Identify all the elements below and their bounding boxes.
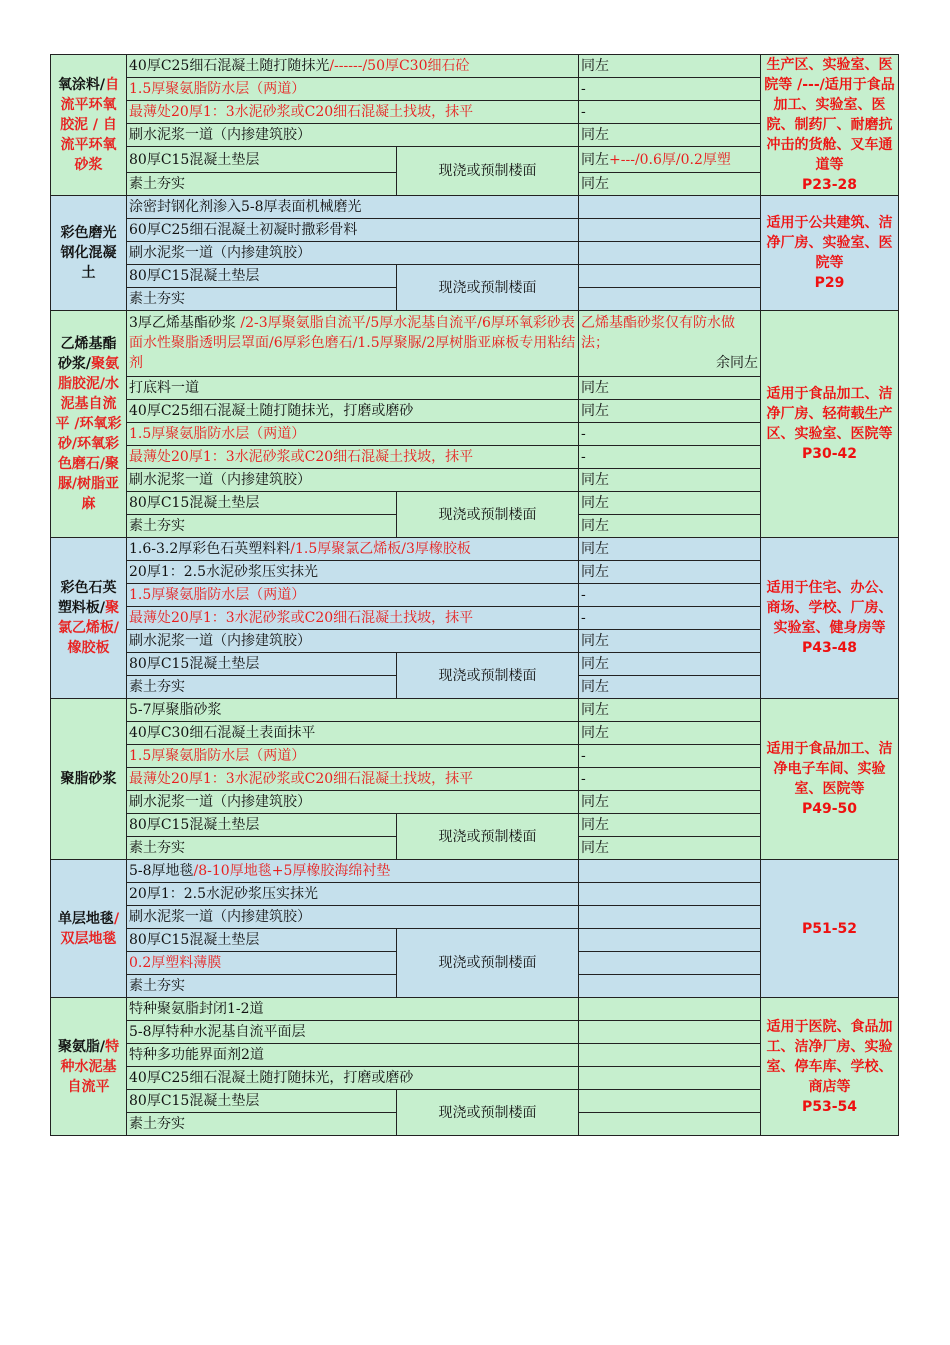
layer-description [127,998,579,1021]
application-scope [761,699,899,860]
text-segment: 特种聚氨脂封闭1-2道 [129,1001,264,1017]
page-reference: P49-50 [801,801,858,817]
text-segment: 40厚C25细石混凝土随打随抹光 [129,58,330,74]
layer-description [127,469,579,492]
application-scope [761,998,899,1136]
text-segment: 刷水泥浆一道（内掺建筑胶） [129,472,311,488]
text-segment: - [581,81,586,97]
alternate-spec [579,400,761,423]
text-segment: 20厚1：2.5水泥砂浆压实抹光 [129,564,318,580]
text-segment: 素土夯实 [129,518,185,534]
text-segment: 聚氨脂/ [57,1038,106,1055]
text-segment: 特种多功能界面剂2道 [129,1047,264,1063]
layer-description [127,423,579,446]
text-segment: 同左 [581,656,610,672]
alternate-spec [579,791,761,814]
text-segment: 5-8厚特种水泥基自流平面层 [129,1024,306,1040]
text-segment: 同左 [581,794,610,810]
alternate-spec [579,975,761,998]
alternate-spec [579,78,761,101]
structure-cell: 现浇或预制楼面 [397,1090,579,1136]
text-segment: 刷水泥浆一道（内掺建筑胶） [129,127,311,143]
text-segment: 同左 [581,495,610,511]
table-row [51,196,899,219]
layer-description [127,929,397,952]
text-segment: /------/50厚C30细石砼 [329,58,470,74]
layer-description [127,311,579,377]
text-segment: 最薄处20厚1：3水泥砂浆或C20细石混凝土找坡，抹平 [129,610,474,626]
text-segment: 5-8厚地毯 [129,863,194,879]
text-segment: - [581,426,586,442]
application-scope [761,538,899,699]
alternate-spec [579,446,761,469]
alternate-spec [579,676,761,699]
text-segment: 聚氯乙烯板/橡胶板 [57,600,120,656]
alternate-spec [579,607,761,630]
page-reference: P23-28 [801,177,858,193]
scope-text: P51-52 [801,920,858,937]
layer-description [127,906,579,929]
text-segment: 彩色磨光钢化混凝土 [60,225,117,281]
text-segment: 同左 [581,725,610,741]
text-segment: /1.5厚聚氯乙烯板/3厚橡胶板 [290,541,471,557]
alternate-spec [579,377,761,400]
application-scope [761,196,899,311]
text-segment: 素土夯实 [129,978,185,994]
text-segment: 20厚1：2.5水泥砂浆压实抹光 [129,886,318,902]
alternate-spec [579,699,761,722]
text-segment: 同左 [581,679,610,695]
text-segment: 刷水泥浆一道（内掺建筑胶） [129,909,311,925]
alternate-spec [579,929,761,952]
layer-description [127,101,579,124]
alternate-spec [579,469,761,492]
scope-text: 适用于食品加工、洁净厂房、轻荷载生产区、实验室、医院等 P30-42 [766,386,893,462]
table-row [51,998,899,1021]
text-segment: 涂密封钢化剂渗入5-8厚表面机械磨光 [129,199,362,215]
note-text: 乙烯基酯砂浆仅有防水做法； [581,315,736,351]
layer-description [127,791,579,814]
table-row [51,311,899,377]
layer-description [127,561,579,584]
alternate-spec [579,584,761,607]
text-segment: 80厚C15混凝土垫层 [129,1093,260,1109]
structure-cell: 现浇或预制楼面 [397,147,579,196]
text-segment: 40厚C25细石混凝土随打随抹光，打磨或磨砂 [129,403,414,419]
layer-description [127,699,579,722]
text-segment: 1.6-3.2厚彩色石英塑料料 [129,541,291,557]
text-segment: - [581,104,586,120]
text-segment: 80厚C15混凝土垫层 [129,151,260,168]
text-segment: 氧涂料/ [57,77,106,93]
page-reference: P53-54 [801,1098,858,1115]
layer-description [127,883,579,906]
layer-description [127,173,397,196]
text-segment: 同左 [581,151,610,168]
text-segment: 同左 [581,702,610,718]
layer-description [127,745,579,768]
application-scope [761,55,899,196]
structure-cell: 现浇或预制楼面 [397,265,579,311]
text-segment: 最薄处20厚1：3水泥砂浆或C20细石混凝土找坡，抹平 [129,771,474,787]
text-segment: 同左 [581,840,610,856]
layer-description [127,196,579,219]
text-segment: - [581,449,586,465]
alternate-spec [579,1113,761,1136]
layer-description [127,400,579,423]
text-segment: 素土夯实 [129,679,185,695]
scope-text: 适用于医院、食品加工、洁净厂房、实验室、停车库、学校、商店等 [766,1018,893,1095]
alternate-spec [579,745,761,768]
text-segment: 5-7厚聚脂砂浆 [129,702,222,718]
table-row [51,860,899,883]
finish-type-name [51,55,127,196]
layer-description [127,515,397,538]
alternate-spec [579,124,761,147]
text-segment: 60厚C25细石混凝土初凝时撒彩骨料 [129,222,358,238]
alternate-spec [579,837,761,860]
layer-description [127,814,397,837]
layer-description [127,975,397,998]
structure-cell: 现浇或预制楼面 [397,492,579,538]
layer-description [127,1090,397,1113]
alternate-spec [579,423,761,446]
text-segment: 40厚C30细石混凝土表面抹平 [129,725,316,741]
scope-text: 适用于食品加工、洁净电子车间、实验室、医院等 [766,741,893,797]
text-segment: 自流平环氧胶泥 / 自流平环氧砂浆 [60,77,120,173]
text-segment: 1.5厚聚氨脂防水层（两道） [129,426,306,442]
text-segment: 同左 [581,518,610,534]
alternate-spec [579,147,761,173]
text-segment: 彩色石英塑料板/ [57,580,117,616]
layer-description [127,722,579,745]
layer-description [127,676,397,699]
text-segment: 同左 [581,380,610,396]
finish-type-name [51,699,127,860]
alternate-spec [579,998,761,1021]
alternate-spec [579,1021,761,1044]
layer-description [127,446,579,469]
table-row [51,55,899,78]
text-segment: 1.5厚聚氨脂防水层（两道） [129,587,306,603]
application-scope [761,860,899,998]
layer-description [127,242,579,265]
text-segment: 3厚乙烯基酯砂浆 [129,315,241,331]
finish-type-name [51,538,127,699]
text-segment: 最薄处20厚1：3水泥砂浆或C20细石混凝土找坡，抹平 [129,449,474,465]
text-segment: 1.5厚聚氨脂防水层（两道） [129,81,306,97]
text-segment: 打底料一道 [129,380,199,396]
structure-cell: 现浇或预制楼面 [397,814,579,860]
layer-description [127,630,579,653]
alternate-spec [579,492,761,515]
text-segment: 刷水泥浆一道（内掺建筑胶） [129,633,311,649]
text-segment: 80厚C15混凝土垫层 [129,817,260,833]
text-segment: - [581,771,586,787]
alternate-spec [579,1044,761,1067]
text-segment: 80厚C15混凝土垫层 [129,268,260,284]
text-segment: 同左 [581,176,610,192]
alternate-spec [579,653,761,676]
alternate-spec [579,906,761,929]
alternate-spec [579,952,761,975]
layer-description [127,1044,579,1067]
layer-description [127,1067,579,1090]
text-segment: 刷水泥浆一道（内掺建筑胶） [129,794,311,810]
floor-finish-table-body [51,55,899,1136]
text-segment: 同左 [581,58,610,74]
text-segment: 同左 [581,127,610,143]
alternate-spec [579,101,761,124]
layer-description [127,653,397,676]
text-segment: 80厚C15混凝土垫层 [129,495,260,511]
text-segment: 乙烯基酯砂浆/ [57,336,117,372]
scope-text: 适用于住宅、办公、商场、学校、厂房、实验室、健身房等 P43-48 [766,580,893,656]
alternate-spec [579,538,761,561]
layer-description [127,492,397,515]
alternate-spec [579,515,761,538]
text-segment: - [581,610,586,626]
finish-type-name [51,998,127,1136]
text-segment: 素土夯实 [129,840,185,856]
text-segment: /2-3厚聚氨脂自流平/5厚水泥基自流平/6厚环氧彩砂表面水性聚脂透明层罩面/6厚彩色磨石/1.5厚聚脲/2厚树脂亚麻板专用粘结剂 [129,315,576,371]
alternate-spec [579,265,761,288]
text-segment: /双层地毯 [60,910,120,947]
alternate-spec [579,768,761,791]
note-text: 余同左 [716,355,759,371]
alternate-spec [579,860,761,883]
text-segment: 0.2厚塑料薄膜 [129,955,222,971]
alternate-spec [579,173,761,196]
scope-text: 适用于公共建筑、洁净厂房、实验室、医院等 [766,215,893,271]
floor-finish-table [50,54,899,1136]
layer-description [127,1021,579,1044]
text-segment: 同左 [581,472,610,488]
page-reference: P29 [814,275,845,291]
text-segment: 单层地毯 [57,910,114,927]
text-segment: +---/0.6厚/0.2厚塑 [609,151,731,168]
text-segment: 素土夯实 [129,1116,185,1132]
text-segment: /8-10厚地毯+5厚橡胶海绵衬垫 [193,863,391,879]
text-segment: 40厚C25细石混凝土随打随抹光，打磨或磨砂 [129,1070,414,1086]
table-row [51,538,899,561]
alternate-spec [579,630,761,653]
text-segment: 同左 [581,633,610,649]
application-scope [761,311,899,538]
alternate-spec [579,1090,761,1113]
structure-cell: 现浇或预制楼面 [397,929,579,998]
text-segment: 80厚C15混凝土垫层 [129,656,260,672]
alternate-spec [579,814,761,837]
layer-description [127,768,579,791]
layer-description [127,607,579,630]
layer-description [127,377,579,400]
text-segment: - [581,748,586,764]
finish-type-name [51,311,127,538]
alternate-spec [579,1067,761,1090]
layer-description [127,952,397,975]
layer-description [127,219,579,242]
alternate-spec [579,288,761,311]
text-segment: 最薄处20厚1：3水泥砂浆或C20细石混凝土找坡，抹平 [129,104,474,120]
alternate-spec [579,561,761,584]
alternate-spec [579,242,761,265]
layer-description [127,1113,397,1136]
text-segment: 同左 [581,564,610,580]
finish-type-name [51,860,127,998]
scope-text: 生产区、实验室、医院等 /---/适用于食品加工、实验室、医院、制药厂、耐磨抗冲击的货舱、叉车通道等 [764,57,895,173]
layer-description [127,538,579,561]
alternate-spec [579,722,761,745]
text-segment: 素土夯实 [129,176,185,192]
table-row [51,699,899,722]
layer-description [127,584,579,607]
text-segment: 同左 [581,403,610,419]
structure-cell: 现浇或预制楼面 [397,653,579,699]
layer-description [127,860,579,883]
alternate-spec [579,219,761,242]
layer-description [127,837,397,860]
text-segment: 聚脂砂浆 [60,771,117,787]
text-segment: 1.5厚聚氨脂防水层（两道） [129,748,306,764]
text-segment: 聚氨脂胶泥/水泥基自流平 /环氧彩砂/环氧彩色磨石/聚脲/树脂亚麻 [55,356,122,512]
layer-description [127,265,397,288]
layer-description [127,124,579,147]
finish-type-name [51,196,127,311]
text-segment: 特种水泥基自流平 [60,1038,120,1095]
text-segment: 刷水泥浆一道（内掺建筑胶） [129,245,311,261]
alternate-spec [579,55,761,78]
alternate-spec [579,883,761,906]
text-segment: 同左 [581,541,610,557]
layer-description [127,288,397,311]
text-segment: - [581,587,586,603]
waterproof-note [579,311,761,377]
text-segment: 同左 [581,817,610,833]
layer-description [127,55,579,78]
text-segment: 80厚C15混凝土垫层 [129,932,260,948]
layer-description [127,78,579,101]
layer-description [127,147,397,173]
text-segment: 素土夯实 [129,291,185,307]
alternate-spec [579,196,761,219]
